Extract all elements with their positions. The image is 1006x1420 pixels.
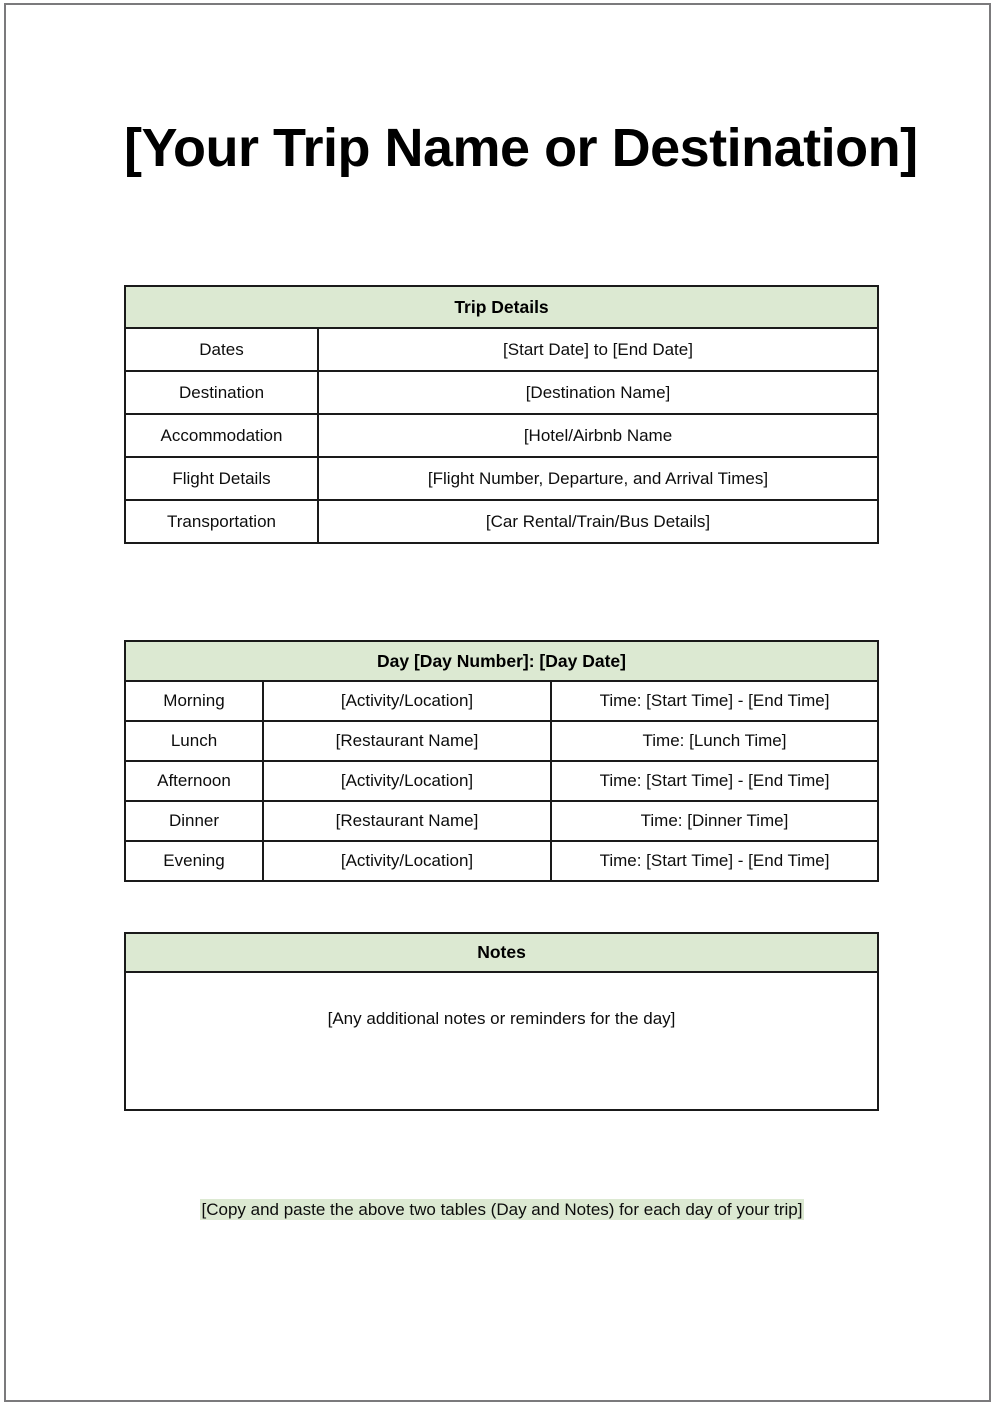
table-row — [125, 414, 878, 457]
row-activity[interactable]: [Restaurant Name] — [263, 801, 551, 841]
day-schedule-header: Day [Day Number]: [Day Date] — [125, 641, 878, 681]
row-value[interactable]: [Start Date] to [End Date] — [318, 328, 878, 371]
row-activity[interactable]: [Activity/Location] — [263, 681, 551, 721]
table-row — [125, 500, 878, 543]
table-header-row — [125, 286, 878, 328]
page-title: [Your Trip Name or Destination] — [124, 118, 918, 178]
table-row — [125, 457, 878, 500]
notes-body-cell[interactable]: [Any additional notes or reminders for the day] — [125, 972, 878, 1110]
row-period: Lunch — [125, 721, 263, 761]
row-time[interactable]: Time: [Lunch Time] — [551, 721, 878, 761]
row-time[interactable]: Time: [Start Time] - [End Time] — [551, 681, 878, 721]
row-value[interactable]: [Hotel/Airbnb Name — [318, 414, 878, 457]
row-period: Afternoon — [125, 761, 263, 801]
row-period: Dinner — [125, 801, 263, 841]
day-schedule-table — [124, 640, 879, 882]
row-period: Evening — [125, 841, 263, 881]
row-label: Transportation — [125, 500, 318, 543]
table-row — [125, 371, 878, 414]
table-row — [125, 681, 878, 721]
notes-table — [124, 932, 879, 1111]
footer-instruction-text: [Copy and paste the above two tables (Day and Notes) for each day of your trip] — [201, 1200, 803, 1219]
table-row — [125, 972, 878, 1110]
row-activity[interactable]: [Activity/Location] — [263, 841, 551, 881]
row-period: Morning — [125, 681, 263, 721]
trip-details-header: Trip Details — [125, 286, 878, 328]
row-activity[interactable]: [Activity/Location] — [263, 761, 551, 801]
table-header-row — [125, 933, 878, 972]
notes-header: Notes — [125, 933, 878, 972]
trip-details-table — [124, 285, 879, 544]
table-row — [125, 721, 878, 761]
table-row — [125, 328, 878, 371]
row-time[interactable]: Time: [Start Time] - [End Time] — [551, 841, 878, 881]
footer-instruction — [124, 1198, 880, 1222]
row-label: Flight Details — [125, 457, 318, 500]
row-time[interactable]: Time: [Dinner Time] — [551, 801, 878, 841]
row-value[interactable]: [Flight Number, Departure, and Arrival Times] — [318, 457, 878, 500]
table-row — [125, 801, 878, 841]
row-value[interactable]: [Destination Name] — [318, 371, 878, 414]
row-label: Accommodation — [125, 414, 318, 457]
row-label: Destination — [125, 371, 318, 414]
row-value[interactable]: [Car Rental/Train/Bus Details] — [318, 500, 878, 543]
row-time[interactable]: Time: [Start Time] - [End Time] — [551, 761, 878, 801]
table-header-row — [125, 641, 878, 681]
table-row — [125, 761, 878, 801]
table-row — [125, 841, 878, 881]
row-activity[interactable]: [Restaurant Name] — [263, 721, 551, 761]
row-label: Dates — [125, 328, 318, 371]
